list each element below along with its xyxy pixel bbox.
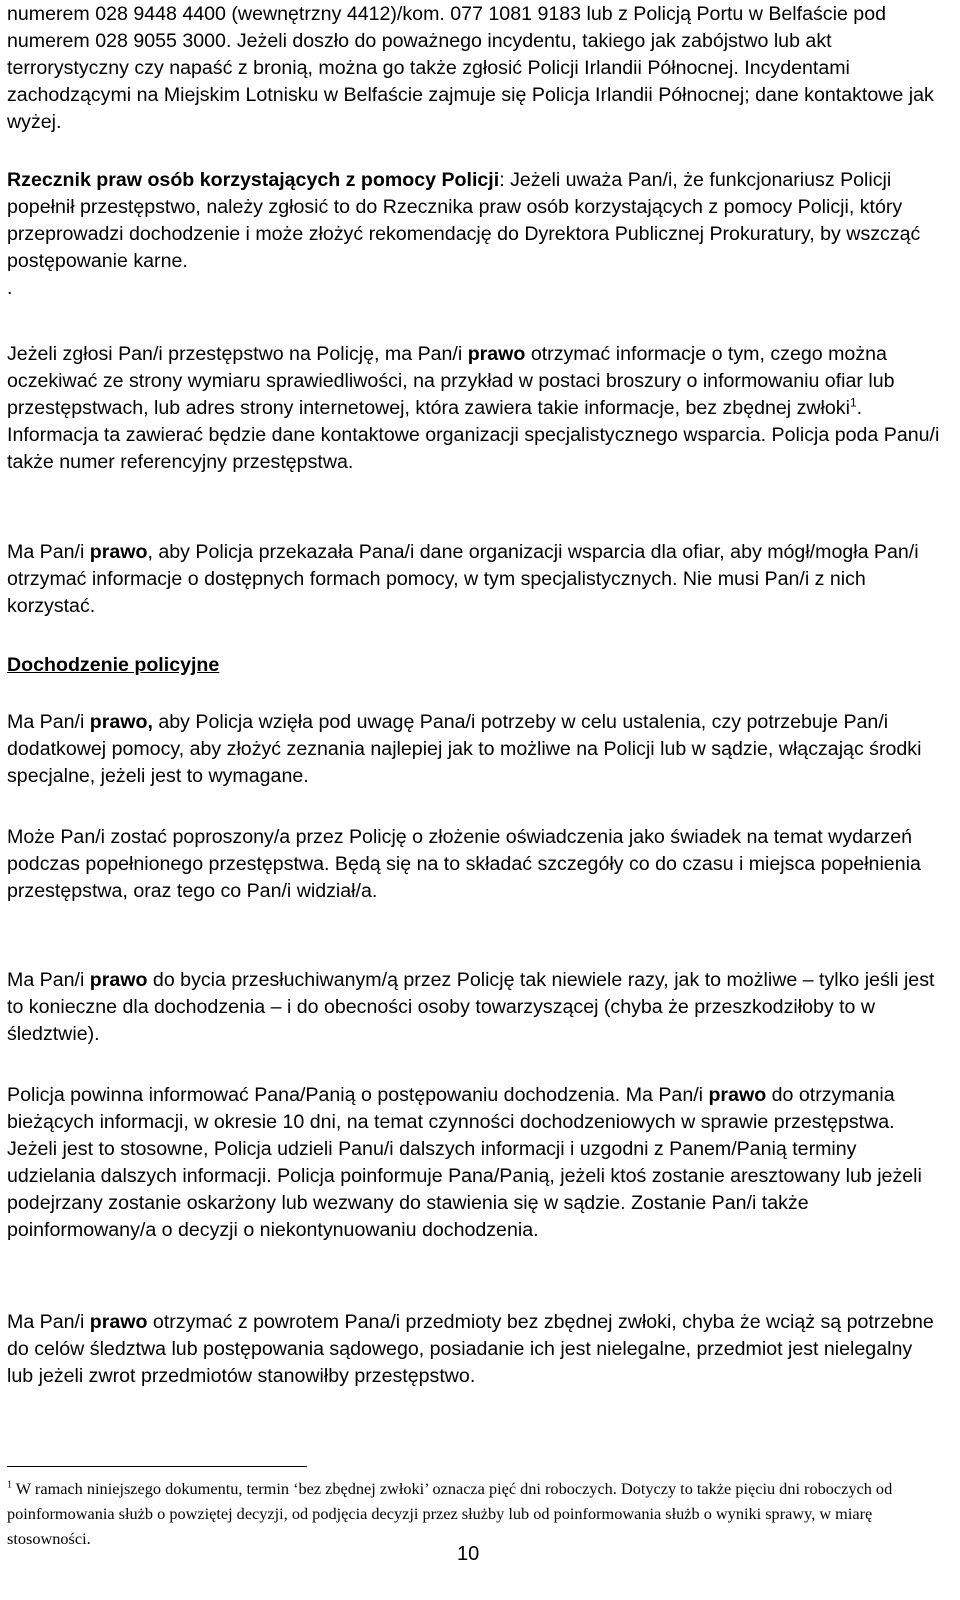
right-keyword: prawo <box>89 969 148 991</box>
footnote-number: 1 <box>7 1479 12 1491</box>
paragraph-right-to-information: Jeżeli zgłosi Pan/i przestępstwo na Policję, ma Pan/i prawo otrzymać informacje o tym, czego można oczekiwać ze strony wymiaru sprawiedliwości, na przykład w postaci broszury o informowaniu ofiar lub przestępstwach, lub adres strony internetowej, która zawiera takie informacje, bez zbędnej zwłoki$^1$. Informacja ta zawierać będzie dane kontaktowe organizacji specjalistycznego wsparcia. Policja poda Panu/i także numer referencyjny przestępstwa. <box>7 343 940 473</box>
right-keyword: prawo <box>89 1311 148 1333</box>
paragraph-needs-assessment: Ma Pan/i prawo, aby Policja wzięła pod uwagę Pana/i potrzeby w celu ustalenia, czy potrzebuje Pan/i dodatkowej pomocy, aby złożyć zeznania najlepiej jak to możliwe na Policji lub w sądzie, włączając środki specjalne, jeżeli jest to wymagane. <box>7 711 922 787</box>
paragraph-ombudsman: Rzecznik praw osób korzystających z pomocy Policji: Jeżeli uważa Pan/i, że funkcjonariusz Policji popełnił przestępstwo, należy zgłosić to do Rzecznika praw osób korzystających z pomocy Policji, który przeprowadzi dochodzenie i może złożyć rekomendację do Dyrektora Publicznej Prokuratury, by wszcząć postępowanie karne. . <box>7 169 921 299</box>
page-number: 10 <box>457 1543 480 1565</box>
paragraph-property-return: Ma Pan/i prawo otrzymać z powrotem Pana/i przedmioty bez zbędnej zwłoki, chyba że wciąż są potrzebne do celów śledztwa lub postępowania sądowego, posiadanie ich jest nielegalne, przedmiot jest nielegalny lub jeżeli zwrot przedmiotów stanowiłby przestępstwo. <box>7 1311 934 1387</box>
section-heading: Dochodzenie policyjne <box>7 654 220 676</box>
footnote-separator <box>7 1466 307 1467</box>
paragraph-support-organisations: Ma Pan/i prawo, aby Policja przekazała Pana/i dane organizacji wsparcia dla ofiar, aby mógł/mogła Pan/i otrzymać informacje o dostępnych formach pomocy, w tym specjalistycznych. Nie musi Pan/i z nich korzystać. <box>7 541 919 617</box>
right-keyword: prawo <box>708 1084 767 1106</box>
right-keyword: prawo <box>467 343 526 365</box>
paragraph-interviews: Ma Pan/i prawo do bycia przesłuchiwanym/ą przez Policję tak niewiele razy, jak to możliwe – tylko jeśli jest to konieczne dla dochodzenia – i do obecności osoby towarzyszącej (chyba że przeszkodziłoby to w śledztwie). <box>7 969 935 1045</box>
document-page <box>7 0 942 1600</box>
paragraph-witness-statement: Może Pan/i zostać poproszony/a przez Policję o złożenie oświadczenia jako świadek na temat wydarzeń podczas popełnionego przestępstwa. Będą się na to składać szczegóły co do czasu i miejsca popełnienia przestępstwa, oraz tego co Pan/i widział/a. <box>7 826 921 902</box>
right-keyword: prawo <box>89 541 148 563</box>
footnote: $^1$ W ramach niniejszego dokumentu, termin ‘bez zbędnej zwłoki’ oznacza pięć dni roboczych. Dotyczy to także pięciu dni roboczych od poinformowania służb o powziętej decyzji, od podjęcia decyzji przez służby lub od poinformowania służb o wyniki sprawy, w miarę stosowności. <box>7 1479 893 1548</box>
paragraph-police-contacts: numerem 028 9448 4400 (wewnętrzny 4412)/kom. 077 1081 9183 lub z Policją Portu w Belfaście pod numerem 028 9055 3000. Jeżeli doszło do poważnego incydentu, takiego jak zabójstwo lub akt terrorystyczny czy napaść z bronią, można go także zgłosić Policji Irlandii Północnej. Incydentami zachodzącymi na Miejskim Lotnisku w Belfaście zajmuje się Policja Irlandii Północnej; dane kontaktowe jak wyżej. <box>7 3 934 133</box>
right-keyword: prawo, <box>89 711 153 733</box>
footnote-ref: 1 <box>849 395 857 410</box>
ombudsman-term: Rzecznik praw osób korzystających z pomocy Policji <box>7 169 500 191</box>
paragraph-investigation-updates: Policja powinna informować Pana/Panią o postępowaniu dochodzenia. Ma Pan/i prawo do otrzymania bieżących informacji, w okresie 10 dni, na temat czynności dochodzeniowych w sprawie przestępstwa. Jeżeli jest to stosowne, Policja udzieli Panu/i dalszych informacji i uzgodni z Panem/Panią terminy udzielania dalszych informacji. Policja poinformuje Pana/Panią, jeżeli ktoś zostanie aresztowany lub jeżeli podejrzany zostanie oskarżony lub wezwany do stawienia się w sądzie. Zostanie Pan/i także poinformowany/a o decyzji o niekontynuowaniu dochodzenia. <box>7 1084 922 1241</box>
